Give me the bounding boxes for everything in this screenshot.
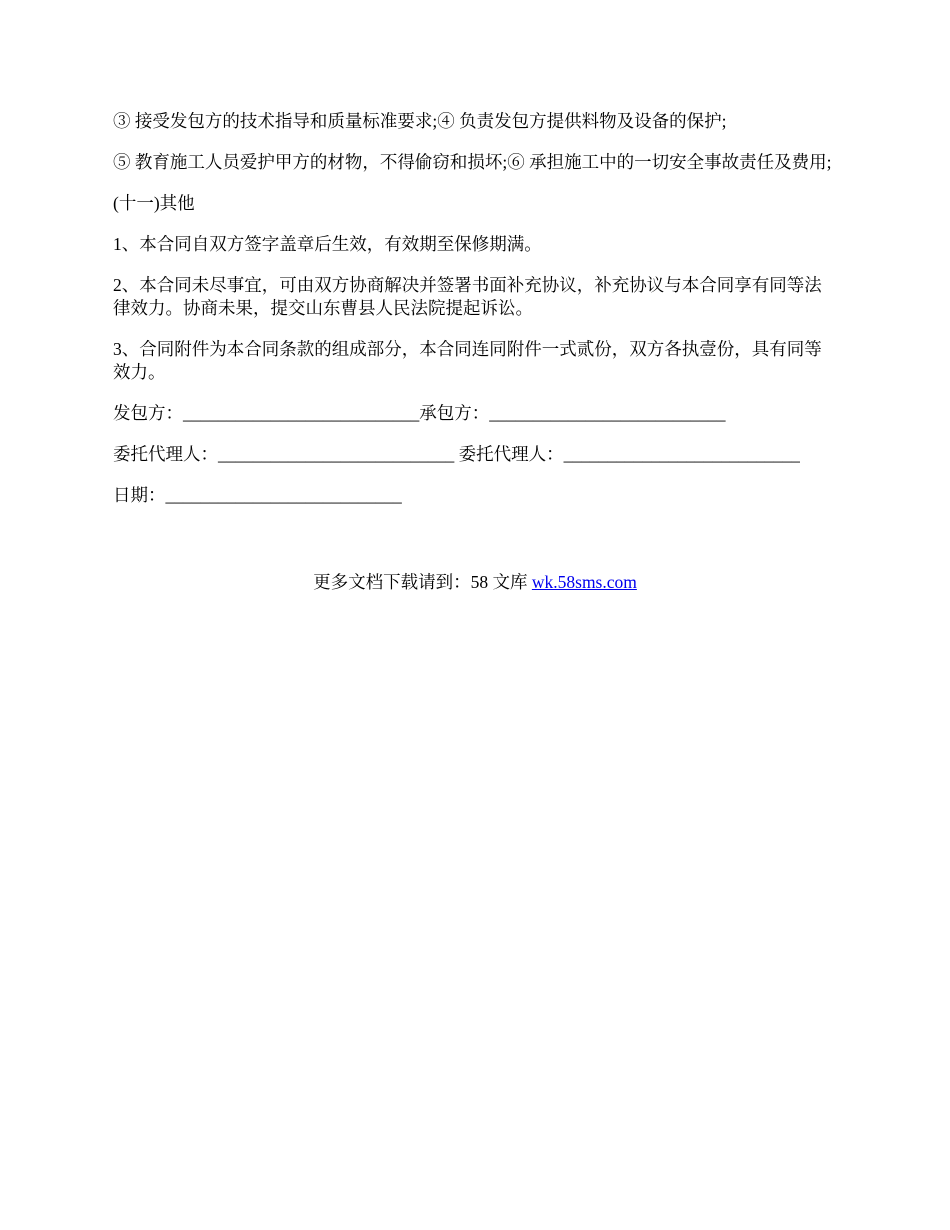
clause-5-6-duties: ⑤ 教育施工人员爱护甲方的材物，不得偷窃和损坏;⑥ 承担施工中的一切安全事故责任及费用; — [113, 152, 832, 172]
footer-link[interactable]: wk.58sms.com — [531, 572, 637, 592]
clause-1-effective: 1、本合同自双方签字盖章后生效，有效期至保修期满。 — [113, 234, 542, 254]
agent-signature-line: 委托代理人：___________________________ 委托代理人：___________________________ — [113, 444, 800, 464]
clause-3-4-duties: ③ 接受发包方的技术指导和质量标准要求;④ 负责发包方提供料物及设备的保护; — [113, 111, 727, 131]
section-heading-other: (十一)其他 — [113, 193, 195, 213]
document-page — [113, 110, 835, 525]
clause-2-supplementary: 2、本合同未尽事宜，可由双方协商解决并签署书面补充协议，补充协议与本合同享有同等法律效力。协商未果，提交山东曹县人民法院提起诉讼。 — [113, 275, 822, 318]
footer-prefix-text: 更多文档下载请到：58 文库 — [313, 572, 532, 592]
clause-3-attachments: 3、合同附件为本合同条款的组成部分，本合同连同附件一式贰份，双方各执壹份，具有同等效力。 — [113, 339, 822, 382]
download-footer — [0, 571, 950, 594]
date-signature-line: 日期：___________________________ — [113, 485, 402, 505]
party-signature-line: 发包方：___________________________承包方：___________________________ — [113, 403, 726, 423]
